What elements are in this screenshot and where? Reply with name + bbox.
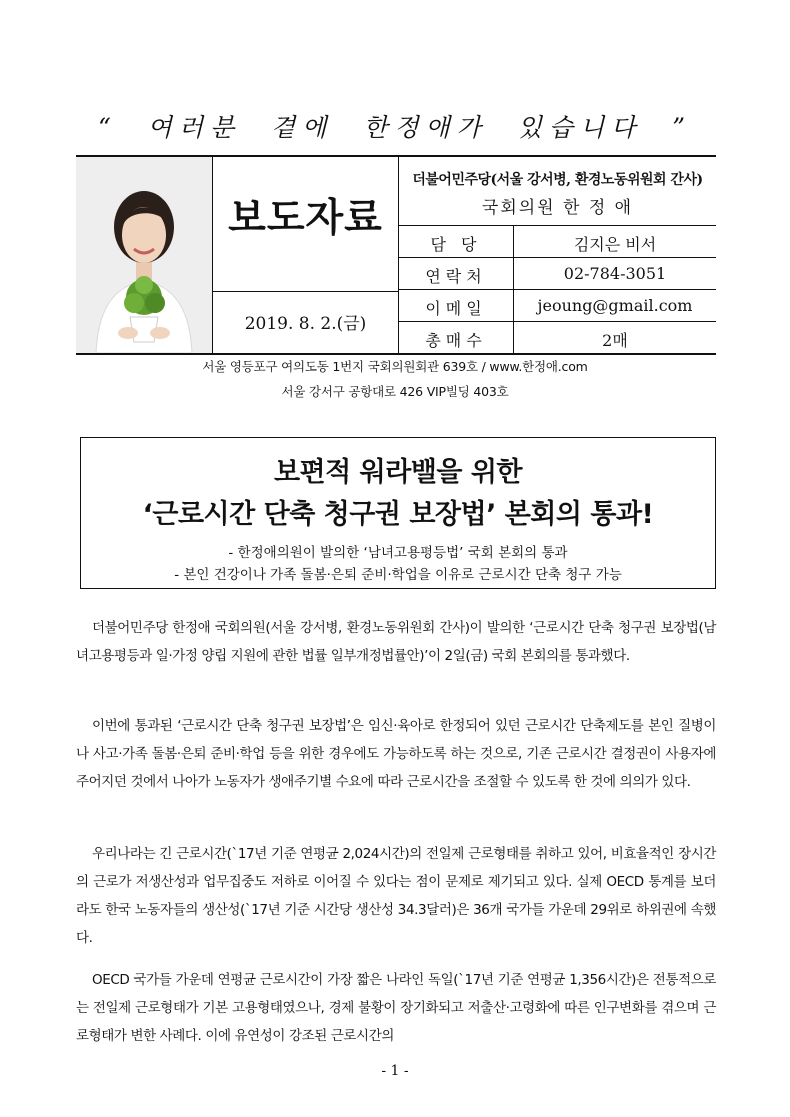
headline-line-1: 보편적 워라밸을 위한 [273, 457, 523, 488]
subheadline-2: - 본인 건강이나 가족 돌봄·은퇴 준비·학업을 이유로 근로시간 단축 청구 가능 [174, 567, 622, 583]
press-release-title: 보도자료 [228, 196, 383, 241]
subheadline-1: - 한정애의원이 발의한 ‘남녀고용평등법’ 국회 본회의 통과 [228, 545, 568, 561]
headline-line-2: ‘근로시간 단축 청구권 보장법’ 본회의 통과! [142, 499, 654, 530]
slogan: “ 여러분 곁에 한정애가 있습니다 ” [98, 113, 692, 142]
email-label: 이메일 [425, 299, 487, 318]
contact-person-label: 담 당 [430, 235, 482, 254]
party-affiliation: 더불어민주당(서울 강서병, 환경노동위원회 간사) [412, 172, 703, 188]
release-date: 2019. 8. 2.(금) [244, 314, 367, 334]
press-release-header [76, 155, 716, 355]
page-count-label: 총매수 [425, 331, 487, 350]
page-count-value: 2매 [602, 331, 628, 350]
district-office-address: 서울 강서구 공항대로 426 VIP빌딩 403호 [281, 384, 509, 399]
contact-person-value: 김지은 비서 [573, 235, 657, 254]
body-paragraph-4: OECD 국가들 가운데 연평균 근로시간이 가장 짧은 나라인 독일(`17년 기준 연평균 1,356시간)은 전통적으로는 전일제 근로형태가 기본 고용형태였으나, 경제 불황이 장기화되고 저출산·고령화에 따른 인구변화를 겪으며 근로형태가 변한 사례다. 이에 유연성이 강조된 근로시간의 [76, 972, 716, 1044]
portrait-image [76, 157, 212, 353]
body-paragraph-2: 이번에 통과된 ‘근로시간 단축 청구권 보장법’은 임신·육아로 한정되어 있던 근로시간 단축제도를 본인 질병이나 사고·가족 돌봄·은퇴 준비·학업 등을 위한 경우에도 가능하도록 하는 것으로, 기존 근로시간 결정권이 사용자에 주어지던 것에서 나아가 노동자가 생애주기별 수요에 따라 근로시간을 조절할 수 있도록 한 것에 의의가 있다. [76, 718, 716, 790]
phone-label: 연락처 [425, 267, 487, 286]
email-value: jeoung@gmail.com [537, 296, 693, 315]
phone-value: 02-784-3051 [563, 264, 667, 283]
headline-box [80, 437, 716, 589]
member-portrait [76, 157, 212, 353]
body-paragraph-3: 우리나라는 긴 근로시간(`17년 기준 연평균 2,024시간)의 전일제 근로형태를 취하고 있어, 비효율적인 장시간의 근로가 저생산성과 업무집중도 저하로 이어질 수 있다는 점이 문제로 제기되고 있다. 실제 OECD 통계를 보더라도 한국 노동자들의 생산성(`17년 기준 시간당 생산성 34.3달러)은 36개 국가들 가운데 29위로 하위권에 속했다. [76, 846, 716, 946]
page-number: - 1 - [381, 1063, 409, 1079]
body-paragraph-1: 더불어민주당 한정애 국회의원(서울 강서병, 환경노동위원회 간사)이 발의한 ‘근로시간 단축 청구권 보장법(남녀고용평등과 일·가정 양립 지원에 관한 법률 일부개정법률안)’이 2일(금) 국회 본회의를 통과했다. [76, 620, 716, 664]
member-name: 국회의원 한 정 애 [481, 198, 634, 218]
office-address: 서울 영등포구 여의도동 1번지 국회의원회관 639호 / www.한정애.com [202, 359, 588, 374]
